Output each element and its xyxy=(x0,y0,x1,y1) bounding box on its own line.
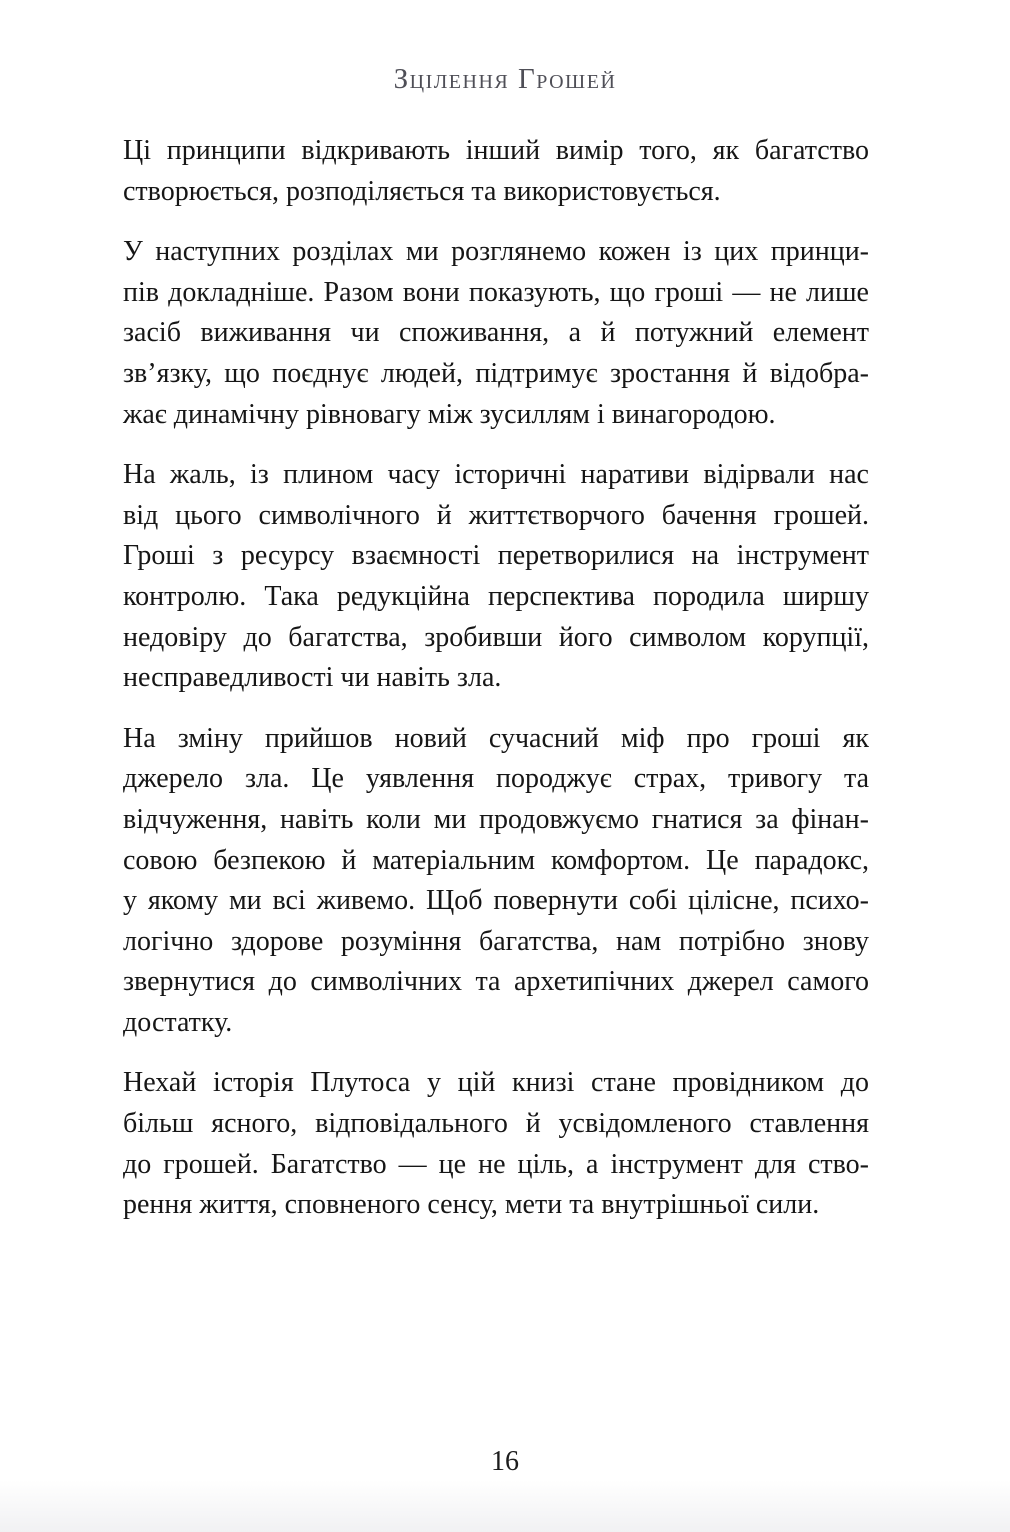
text-line: засіб виживання чи споживання, а й потужний елемент xyxy=(123,317,869,349)
paragraph-5 xyxy=(123,1063,869,1225)
paragraph-3 xyxy=(123,455,869,699)
text-line: більш ясного, відповідального й усвідомленого ставлення xyxy=(123,1108,869,1140)
text-line: до грошей. Багатство — це не ціль, а інструмент для ство- xyxy=(123,1148,869,1180)
text-line: недовіру до багатства, зробивши його символом корупції, xyxy=(123,621,869,653)
page-number: 16 xyxy=(491,1446,519,1477)
text-line: несправедливості чи навіть зла. xyxy=(123,662,502,694)
text-line: Нехай історія Плутоса у цій книзі стане провідником до xyxy=(123,1067,869,1099)
running-header-title: Зцілення Грошей xyxy=(393,63,617,95)
paragraph-2 xyxy=(123,232,869,435)
text-line: У наступних розділах ми розглянемо кожен із цих принци- xyxy=(123,236,869,268)
text-line: у якому ми всі живемо. Щоб повернути собі цілісне, психо- xyxy=(123,885,869,917)
text-line: Гроші з ресурсу взаємності перетворилися на інструмент xyxy=(123,540,869,572)
text-line: створюється, розподіляється та використовується. xyxy=(123,175,721,207)
text-line: від цього символічного й життєтворчого бачення грошей. xyxy=(123,499,869,531)
text-line: контролю. Така редукційна перспектива породила ширшу xyxy=(123,580,869,612)
text-line: совою безпекою й матеріальним комфортом. Це парадокс, xyxy=(123,844,869,876)
text-line: На зміну прийшов новий сучасний міф про гроші як xyxy=(123,722,869,754)
running-header xyxy=(0,62,1010,96)
text-column xyxy=(123,131,869,1226)
text-line: зв’язку, що поєднує людей, підтримує зростання й відобра- xyxy=(123,357,869,389)
text-line: жає динамічну рівновагу між зусиллям і винагородою. xyxy=(123,398,776,430)
text-line: відчуження, навіть коли ми продовжуємо гнатися за фінан- xyxy=(123,803,869,835)
text-line: достатку. xyxy=(123,1006,233,1038)
text-line: джерело зла. Це уявлення породжує страх, тривогу та xyxy=(123,763,869,795)
text-line: логічно здорове розуміння багатства, нам потрібно знову xyxy=(123,925,869,957)
paragraph-4 xyxy=(123,719,869,1044)
text-line: пів докладніше. Разом вони показують, що гроші — не лише xyxy=(123,276,869,308)
page-bottom-shade xyxy=(0,1480,1010,1532)
paragraph-1 xyxy=(123,131,869,212)
text-line: рення життя, сповненого сенсу, мети та внутрішньої сили. xyxy=(123,1189,820,1221)
text-line: звернутися до символічних та архетипічних джерел самого xyxy=(123,966,869,998)
text-line: Ці принципи відкривають інший вимір того, як багатство xyxy=(123,135,869,166)
text-line: На жаль, із плином часу історичні наративи відірвали нас xyxy=(123,459,869,491)
